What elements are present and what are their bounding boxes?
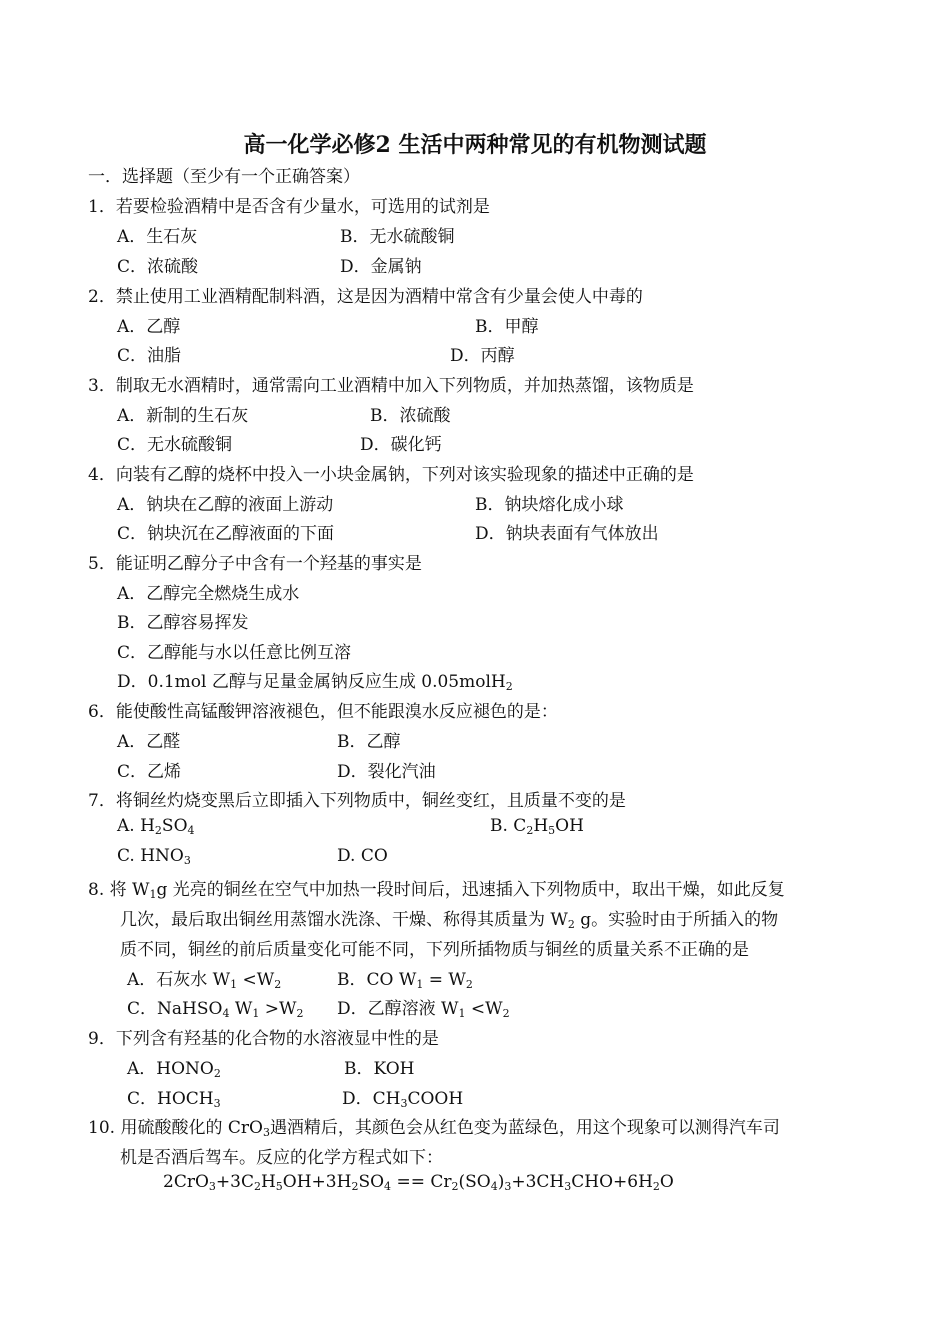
option-d: D．$CH_3COOH$ (342, 1089, 464, 1110)
question-text: 向装有乙醇的烧杯中投入一小块金属钠，下列对该实验现象的描述中正确的是 (115, 465, 694, 485)
question-8-line-2: 几次，最后取出铜丝用蒸馏水洗涤、干燥、称得其质量为 $W_2$ g。实验时由于所插入的物 (120, 910, 779, 931)
section-title: 一．选择题（至少有一个正确答案） (88, 167, 360, 187)
option-b: B．KOH (344, 1059, 415, 1079)
option-c: C．乙醇能与水以任意比例互溶 (117, 643, 352, 663)
option-c: C．油脂 (117, 346, 182, 366)
option-d: D．裂化汽油 (337, 762, 436, 782)
option-c: C．钠块沉在乙醇液面的下面 (117, 524, 335, 544)
option-d: D．0.1mol 乙醇与足量金属钠反应生成 0.05molH$_2$ (117, 672, 513, 693)
option-b: B．CO $W_1 = W_2$ (337, 970, 473, 991)
question-8: 8. 将 $W_1g$ 光亮的铜丝在空气中加热一段时间后，迅速插入下列物质中，取出干燥，如此反复 (88, 880, 785, 901)
chemical-equation: $2CrO_3+3C_2H_5OH+3H_2SO_4 == Cr_2(SO_4)_3+3CH_3CHO+6H_2O$ (163, 1172, 674, 1193)
question-9 (88, 1024, 868, 1049)
question-2 (88, 282, 868, 307)
question-4 (88, 460, 868, 485)
option-d: D．丙醇 (450, 346, 515, 366)
option-b: B．无水硫酸铜 (340, 227, 455, 247)
option-b: B．钠块熔化成小球 (475, 495, 624, 515)
option-d: D．碳化钙 (360, 435, 442, 455)
option-b: B．乙醇 (337, 732, 401, 752)
question-text: 将铜丝灼烧变黑后立即插入下列物质中，铜丝变红，且质量不变的是 (115, 791, 626, 811)
question-text: 禁止使用工业酒精配制料酒，这是因为酒精中常含有少量会使人中毒的 (115, 287, 643, 307)
option-c: C．$HOCH_3$ (127, 1089, 221, 1110)
question-7 (88, 786, 868, 811)
option-a: A．钠块在乙醇的液面上游动 (117, 495, 334, 515)
question-number: 2． (88, 287, 116, 307)
question-text: 能证明乙醇分子中含有一个羟基的事实是 (115, 554, 422, 574)
question-number: 10. (88, 1118, 121, 1138)
question-number: 4． (88, 465, 116, 485)
option-c: C．NaHSO$_4$ $W_1 >W_2$ (127, 999, 304, 1020)
option-a: A．石灰水 $W_1 <W_2$ (127, 970, 282, 991)
option-c: C．浓硫酸 (117, 257, 199, 277)
question-10-line-2: 机是否酒后驾车。反应的化学方程式如下： (120, 1148, 443, 1168)
option-b: B．甲醇 (475, 317, 539, 337)
option-a: A．乙醛 (117, 732, 181, 752)
page-title: 高一化学必修2 生活中两种常见的有机物测试题 (243, 132, 707, 158)
option-b: B. $C_2H_5OH$ (490, 816, 584, 837)
option-c: C．乙烯 (117, 762, 182, 782)
question-6 (88, 697, 868, 722)
option-a: A．乙醇 (117, 317, 181, 337)
option-b: B．乙醇容易挥发 (117, 613, 249, 633)
option-b: B．浓硫酸 (370, 406, 451, 426)
option-a: A．生石灰 (117, 227, 198, 247)
question-number: 9． (88, 1029, 116, 1049)
question-number: 6． (88, 702, 116, 722)
option-a: A．乙醇完全燃烧生成水 (117, 584, 300, 604)
option-a: A．$HONO_2$ (127, 1059, 221, 1080)
question-8-line-3: 质不同，铜丝的前后质量变化可能不同，下列所插物质与铜丝的质量关系不正确的是 (120, 940, 749, 960)
question-text: 能使酸性高锰酸钾溶液褪色，但不能跟溴水反应褪色的是： (115, 702, 558, 722)
question-text: 若要检验酒精中是否含有少量水，可选用的试剂是 (115, 197, 490, 217)
question-10: 10. 用硫酸酸化的 CrO$_3$遇酒精后，其颜色会从红色变为蓝绿色，用这个现象可以测得汽车司 (88, 1118, 780, 1139)
question-5 (88, 549, 868, 574)
option-c: C. $HNO_3$ (117, 846, 191, 867)
option-d: D. CO (337, 846, 388, 866)
option-d: D．金属钠 (340, 257, 422, 277)
question-text: 下列含有羟基的化合物的水溶液显中性的是 (115, 1029, 439, 1049)
question-number: 8. (88, 880, 110, 900)
option-d: D．乙醇溶液 $W_1 <W_2$ (337, 999, 510, 1020)
question-text: 制取无水酒精时，通常需向工业酒精中加入下列物质，并加热蒸馏，该物质是 (115, 376, 694, 396)
question-number: 1． (88, 197, 116, 217)
question-number: 7． (88, 791, 116, 811)
question-number: 3． (88, 376, 116, 396)
question-3 (88, 371, 868, 396)
option-c: C．无水硫酸铜 (117, 435, 233, 455)
question-1 (88, 192, 868, 217)
question-number: 5． (88, 554, 116, 574)
option-a: A. $H_2SO_4$ (117, 816, 195, 837)
option-a: A．新制的生石灰 (117, 406, 249, 426)
option-d: D．钠块表面有气体放出 (475, 524, 659, 544)
